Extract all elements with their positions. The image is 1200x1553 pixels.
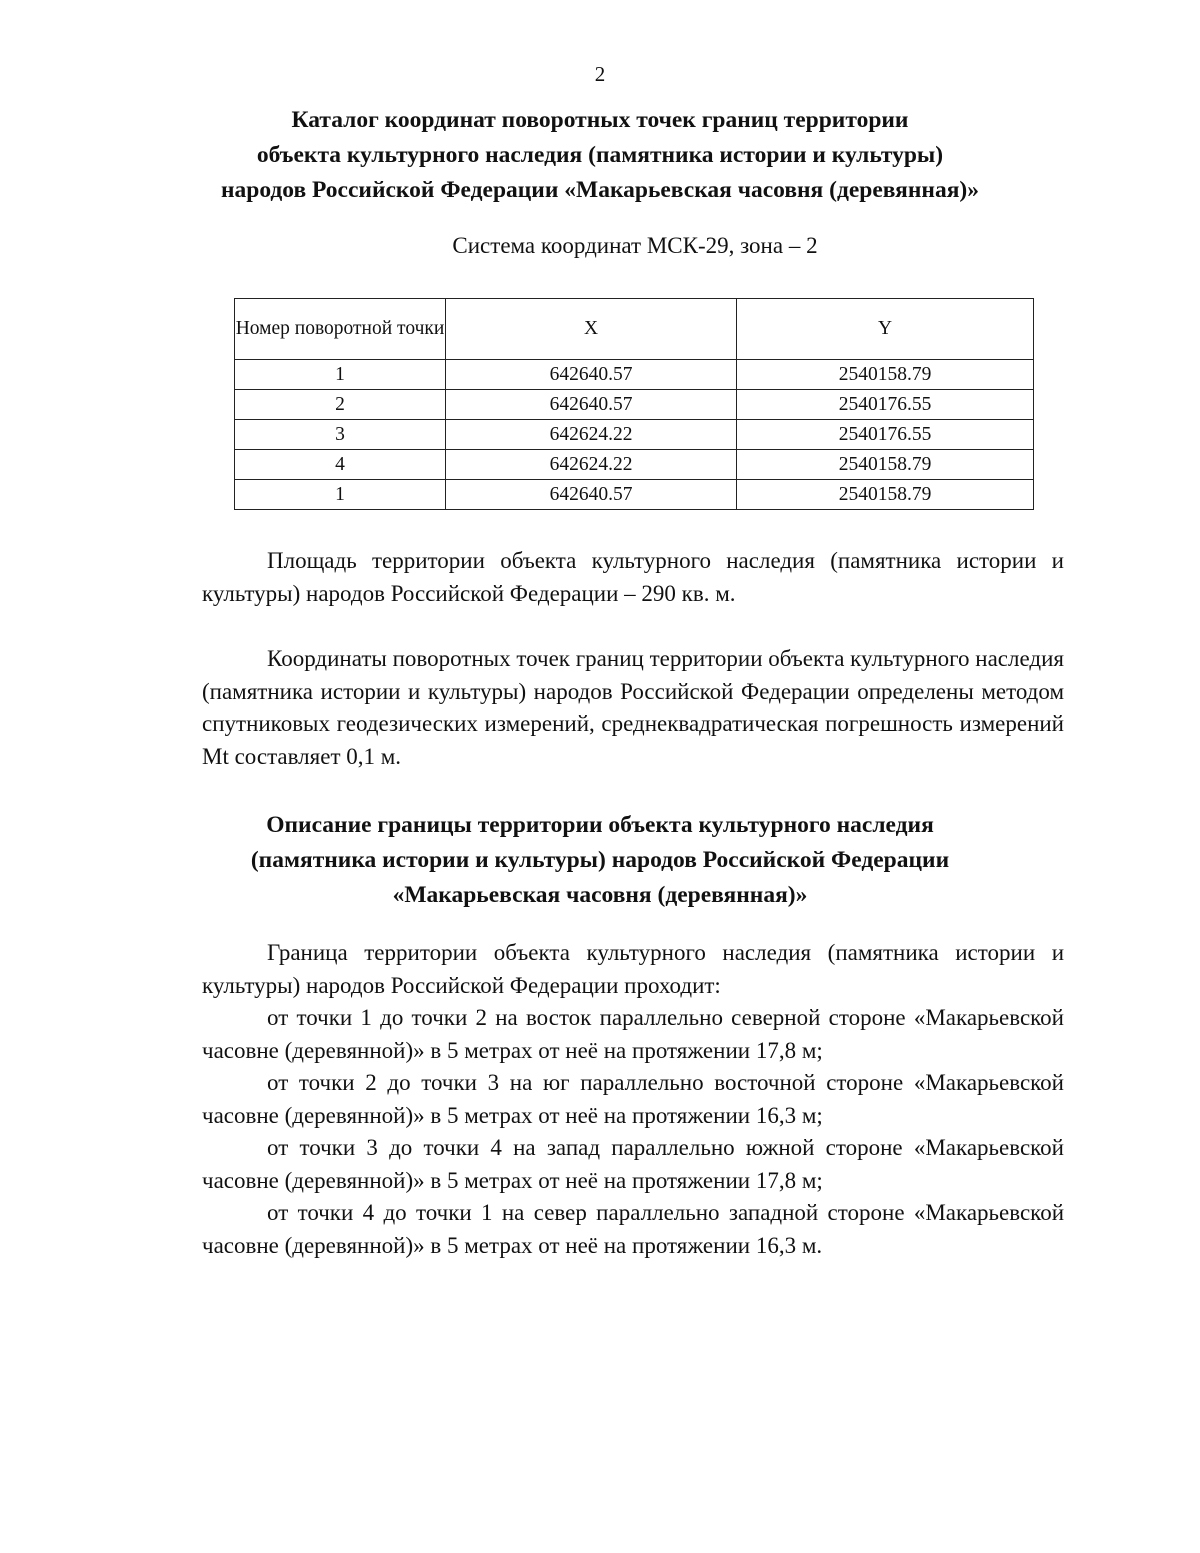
coordinates-table	[234, 298, 1034, 510]
cell-point-number: 1	[235, 480, 446, 510]
cell-y: 2540176.55	[737, 420, 1034, 450]
table-row	[235, 450, 1034, 480]
area-text: Площадь территории объекта культурного наследия (памятника истории и культуры) народов Российской Федерации – 290 кв. м.	[202, 548, 1064, 606]
cell-x: 642624.22	[446, 450, 737, 480]
table-row	[235, 390, 1034, 420]
cell-x: 642624.22	[446, 420, 737, 450]
method-text: Координаты поворотных точек границ территории объекта культурного наследия (памятника истории и культуры) народов Российской Федерации определены методом спутниковых геодезических измерений, среднеквадратическая погрешность измерений Mt составляет 0,1 м.	[202, 646, 1064, 769]
boundary-item: от точки 4 до точки 1 на север параллельно западной стороне «Макарьевской часовне (деревянной)» в 5 метрах от неё на протяжении 16,3 м.	[202, 1200, 1064, 1258]
boundary-item: от точки 3 до точки 4 на запад параллельно южной стороне «Макарьевской часовне (деревянной)» в 5 метрах от неё на протяжении 17,8 м;	[202, 1135, 1064, 1193]
boundary-intro: Граница территории объекта культурного наследия (памятника истории и культуры) народов Российской Федерации проходит:	[202, 940, 1064, 998]
boundary-title-line-2: (памятника истории и культуры) народов Российской Федерации	[250, 847, 950, 873]
method-paragraph	[202, 643, 1064, 773]
cell-y: 2540176.55	[737, 390, 1034, 420]
boundary-description	[202, 937, 1064, 1262]
boundary-item: от точки 1 до точки 2 на восток параллельно северной стороне «Макарьевской часовне (деревянной)» в 5 метрах от неё на протяжении 17,8 м;	[202, 1005, 1064, 1063]
header-point-number: Номер поворотной точки	[235, 299, 446, 360]
catalog-title-line-3: народов Российской Федерации «Макарьевская часовня (деревянная)»	[220, 177, 980, 203]
cell-point-number: 2	[235, 390, 446, 420]
cell-x: 642640.57	[446, 390, 737, 420]
page-number: 2	[594, 62, 606, 86]
table-row	[235, 480, 1034, 510]
cell-point-number: 3	[235, 420, 446, 450]
catalog-title-line-2: объекта культурного наследия (памятника истории и культуры)	[256, 142, 944, 168]
table-header-row	[235, 299, 1034, 360]
catalog-title	[150, 103, 1050, 208]
header-x: X	[446, 299, 737, 360]
table-row	[235, 420, 1034, 450]
boundary-title-line-3: «Макарьевская часовня (деревянная)»	[392, 882, 808, 908]
catalog-title-line-1: Каталог координат поворотных точек границ территории	[291, 107, 909, 133]
cell-point-number: 4	[235, 450, 446, 480]
table-row	[235, 360, 1034, 390]
area-paragraph	[202, 545, 1064, 610]
cell-y: 2540158.79	[737, 360, 1034, 390]
cell-x: 642640.57	[446, 480, 737, 510]
cell-y: 2540158.79	[737, 450, 1034, 480]
boundary-title	[150, 808, 1050, 913]
boundary-title-line-1: Описание границы территории объекта культурного наследия	[266, 812, 934, 838]
coordinate-system-label: Система координат МСК-29, зона – 2	[452, 233, 818, 258]
boundary-item: от точки 2 до точки 3 на юг параллельно восточной стороне «Макарьевской часовне (деревянной)» в 5 метрах от неё на протяжении 16,3 м;	[202, 1070, 1064, 1128]
cell-x: 642640.57	[446, 360, 737, 390]
cell-point-number: 1	[235, 360, 446, 390]
header-y: Y	[737, 299, 1034, 360]
cell-y: 2540158.79	[737, 480, 1034, 510]
